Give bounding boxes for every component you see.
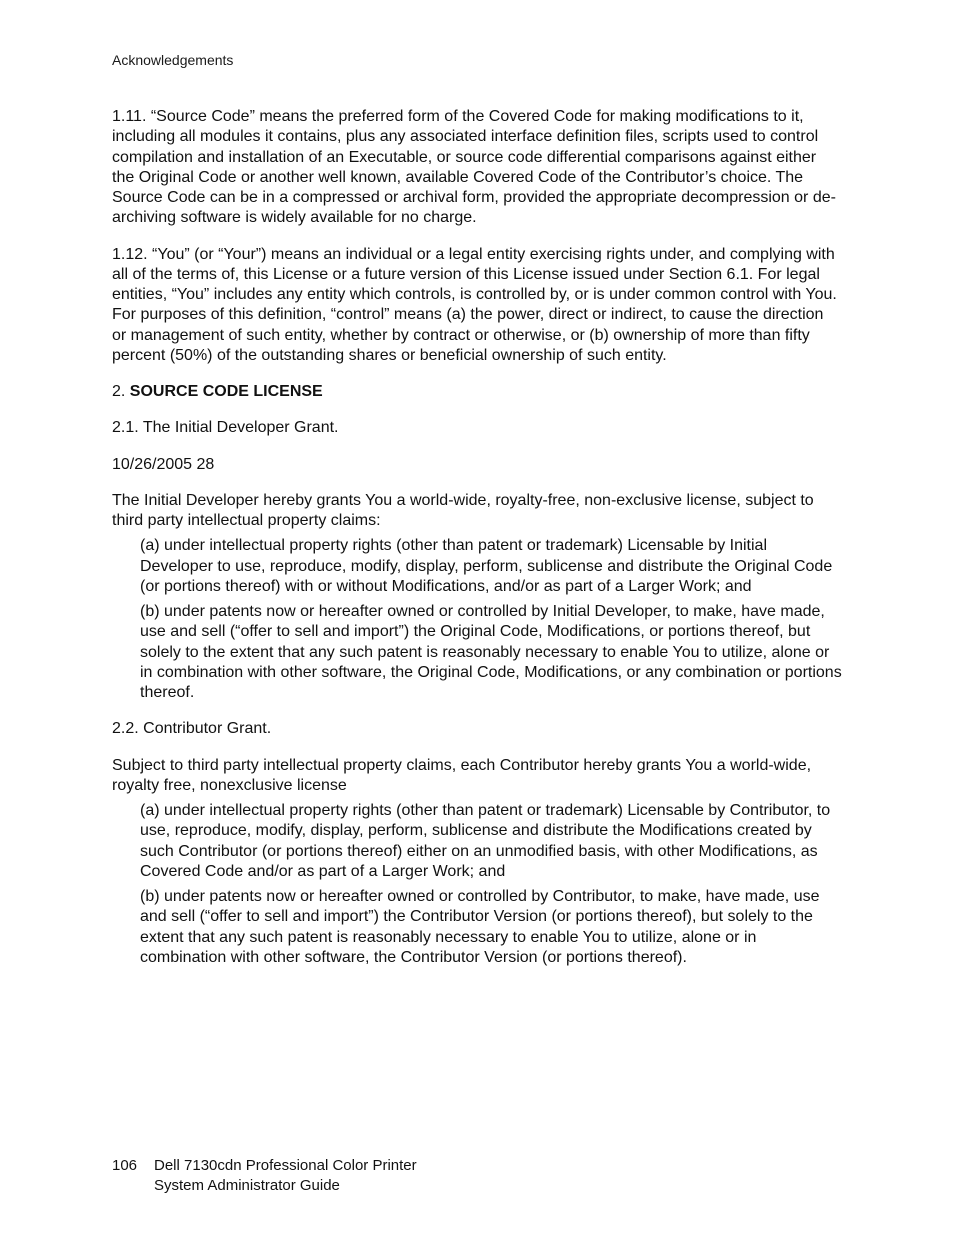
subsection-2-1-heading: 2.1. The Initial Developer Grant. [112,419,339,437]
product-name: Dell 7130cdn Professional Color Printer [154,1157,417,1174]
section-number: 2. [112,383,130,400]
footer-line-1 [112,1156,417,1176]
subsection-2-2-heading: 2.2. Contributor Grant. [112,720,272,738]
initial-grant-clause-b: (b) under patents now or hereafter owned or controlled by Initial Developer, to make, have made, use and sell (“offer to sell and import”) the Original Code, Modifications, or portions thereof, but solely to the extent that any such patent is reasonably necessary to enable You to utilize, alone or in combination with other software, the Original Code, Modifications, or any combination or portions thereof. [140,603,842,701]
document-body [112,107,842,984]
page-number: 106 [112,1157,138,1174]
definition-1-12: 1.12. “You” (or “Your”) means an individual or a legal entity exercising rights under, and complying with all of the terms of, this License or a future version of this License issued under Section 6.1. For legal entities, “You” includes any entity which controls, is controlled by, or is under common control with You. For purposes of this definition, “control” means (a) the power, direct or indirect, to cause the direction or management of such entity, whether by contract or otherwise, or (b) ownership of more than fifty percent (50%) of the outstanding shares or beneficial ownership of such entity. [112,245,837,364]
contributor-grant-intro: Subject to third party intellectual property claims, each Contributor hereby grants You a world-wide, royalty free, nonexclusive license [112,756,812,794]
contributor-grant-clause-b: (b) under patents now or hereafter owned or controlled by Contributor, to make, have made, use and sell (“offer to sell and import”) the Contributor Version (or portions thereof), but solely to the extent that any such patent is reasonably necessary to enable You to utilize, alone or in combination with other software, the Contributor Version (or portions thereof). [140,888,820,966]
initial-grant-clause-a: (a) under intellectual property rights (other than patent or trademark) Licensable by Initial Developer to use, reproduce, modify, display, perform, sublicense and distribute the Original Code (or portions thereof) with or without Modifications, and/or as part of a Larger Work; and [140,537,833,595]
contributor-grant-clause-a: (a) under intellectual property rights (other than patent or trademark) Licensable by Contributor, to use, reproduce, modify, display, perform, sublicense and distribute the Modifications created by such Contributor (or portions thereof) either on an unmodified basis, with other Modifications, as Covered Code and/or as part of a Larger Work; and [140,802,831,880]
date-line: 10/26/2005 28 [112,455,215,473]
page-footer [112,1156,417,1195]
definition-1-11: 1.11. “Source Code” means the preferred form of the Covered Code for making modifications to it, including all modules it contains, plus any associated interface definition files, scripts used to control compilation and installation of an Executable, or source code differential comparisons against either the Original Code or another well known, available Covered Code of the Contributor’s choice. The Source Code can be in a compressed or archival form, provided the appropriate decompression or de-archiving software is widely available for no charge. [112,108,836,227]
running-header: Acknowledgements [112,52,234,68]
section-title: SOURCE CODE LICENSE [129,383,323,400]
guide-title: System Administrator Guide [154,1176,340,1194]
initial-grant-intro: The Initial Developer hereby grants You a world-wide, royalty-free, non-exclusive license, subject to third party intellectual property claims: [112,491,814,529]
section-heading [112,382,842,402]
